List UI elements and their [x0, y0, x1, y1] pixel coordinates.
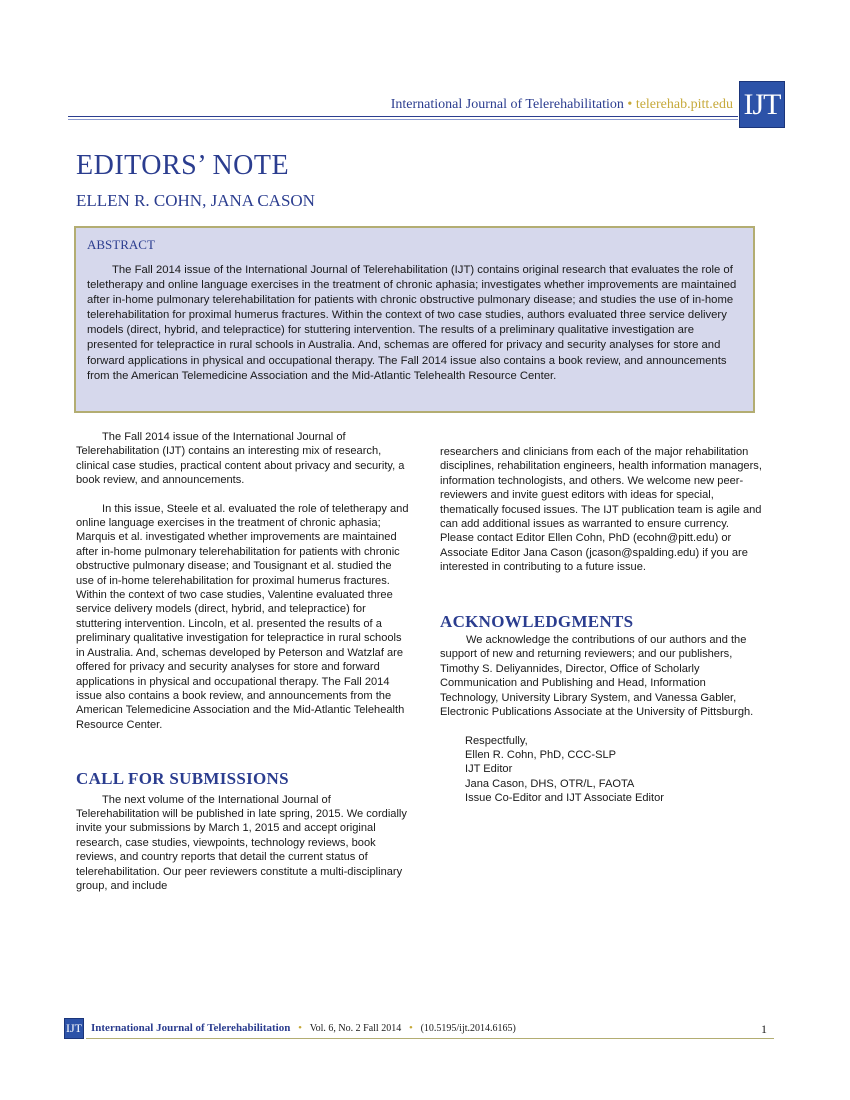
sign-line: Respectfully,	[465, 734, 528, 747]
footer-rule	[86, 1038, 774, 1039]
ijt-logo: IJT	[739, 81, 785, 128]
intro-paragraph: The Fall 2014 issue of the International Journal of Telerehabilitation (IJT) contains an interesting mix of research, clinical case studies, practical content about privacy and security, a book review, and announcements.	[76, 431, 405, 487]
sign-line: Issue Co-Editor and IJT Associate Editor	[465, 792, 664, 805]
signature-block	[440, 734, 762, 806]
issue-summary-paragraph: In this issue, Steele et al. evaluated the role of teletherapy and online language exercises in the treatment of chronic aphasia; Marquis et al. investigated whether improvements are maintained after in-home pulmonary telerehabilitation for patients with chronic obstructive pulmonary disease; and Tousignant et al. studied the use of in-home telerehabilitation for proximal humerus fractures. Within the context of two case studies, Valentine evaluated three service delivery models (direct, hybrid, and telepractice) for stuttering intervention. Lincoln, et al. presented the results of a preliminary qualitative investigation for telepractice in rural schools in Australia. And, schemas developed by Peterson and Watzlaf are offered for privacy and security analyses for store and forward applications in physical and occupational therapy. The Fall 2014 issue also contains a book review, and announcements from the American Telemedicine Association and the Mid-Atlantic Telehealth Resource Center.	[76, 502, 409, 731]
ack-heading: ACKNOWLEDGMENTS	[440, 611, 634, 631]
footer-bullet: •	[408, 1022, 413, 1034]
page-title: EDITORS’ NOTE	[76, 150, 290, 181]
abstract-text: The Fall 2014 issue of the International Journal of Telerehabilitation (IJT) contains original research that evaluates the role of teletherapy and online language exercises in the treatment of chronic aphasia; investigates whether improvements are maintained after in-home pulmonary telerehabilitation for patients with chronic obstructive pulmonary disease; and studies the use of in-home telerehabilitation for proximal humerus fractures. Within the context of two case studies, authors evaluated three service delivery models (direct, hybrid, and telepractice) for stuttering intervention. The results of a preliminary qualitative investigation are presented for telepractice in rural schools in Australia. And, schemas are offered for privacy and security analyses for store and forward applications in physical and occupational therapy. The Fall 2014 issue also contains a book review, and announcements from the American Telemedicine Association and the Mid-Atlantic Telehealth Resource Center.	[87, 264, 737, 382]
footer-citation	[91, 1022, 516, 1034]
footer-doi: (10.5195/ijt.2014.6165)	[420, 1023, 516, 1034]
header-url[interactable]: telerehab.pitt.edu	[635, 97, 733, 112]
footer-volume: Vol. 6, No. 2 Fall 2014	[309, 1023, 402, 1034]
right-column	[440, 445, 762, 806]
sign-line: Jana Cason, DHS, OTR/L, FAOTA	[465, 777, 635, 790]
header-rule-secondary	[68, 119, 738, 120]
header-journal: International Journal of Telerehabilitation	[390, 97, 624, 112]
cfs-heading: CALL FOR SUBMISSIONS	[76, 769, 289, 789]
header-bullet: •	[627, 97, 633, 112]
authors: ELLEN R. COHN, JANA CASON	[76, 191, 315, 210]
sign-line: IJT Editor	[465, 763, 513, 776]
running-header	[391, 97, 733, 113]
left-column	[76, 430, 410, 893]
footer-logo: IJT	[64, 1018, 84, 1039]
cfs-paragraph: The next volume of the International Journal of Telerehabilitation will be published in late spring, 2015. We cordially invite your submissions by March 1, 2015 and accept original research, case studies, viewpoints, technology reviews, book reviews, and country reports that detail the current status of telerehabilitation. Our peer reviewers constitute a multi-disciplinary group, and include	[76, 793, 407, 892]
page-number: 1	[761, 1022, 767, 1036]
abstract-heading: ABSTRACT	[87, 237, 155, 252]
sign-line: Ellen R. Cohn, PhD, CCC-SLP	[465, 748, 617, 761]
footer-journal: International Journal of Telerehabilitation	[91, 1022, 291, 1034]
ack-paragraph: We acknowledge the contributions of our authors and the support of new and returning reviewers; and our publishers, Timothy S. Deliyannides, Director, Office of Scholarly Communication and Publishing and Head, Information Technology, University Library System, and Vanessa Gabler, Electronic Publications Associate at the University of Pittsburgh.	[440, 634, 754, 719]
abstract-box	[74, 226, 755, 413]
header-rule	[68, 116, 738, 117]
cfs-paragraph-continued: researchers and clinicians from each of the major rehabilitation disciplines, rehabilitation engineers, health information managers, information technologists, and others. We welcome new peer-reviewers and invite guest editors with ideas for special, thematically focused issues. The IJT publication team is agile and can add additional issues as warranted to ensure currency. Please contact Editor Ellen Cohn, PhD (ecohn@pitt.edu) or Associate Editor Jana Cason (jcason@spalding.edu) if you are interested in contributing to a future issue.	[440, 446, 762, 574]
footer-bullet: •	[298, 1022, 302, 1034]
